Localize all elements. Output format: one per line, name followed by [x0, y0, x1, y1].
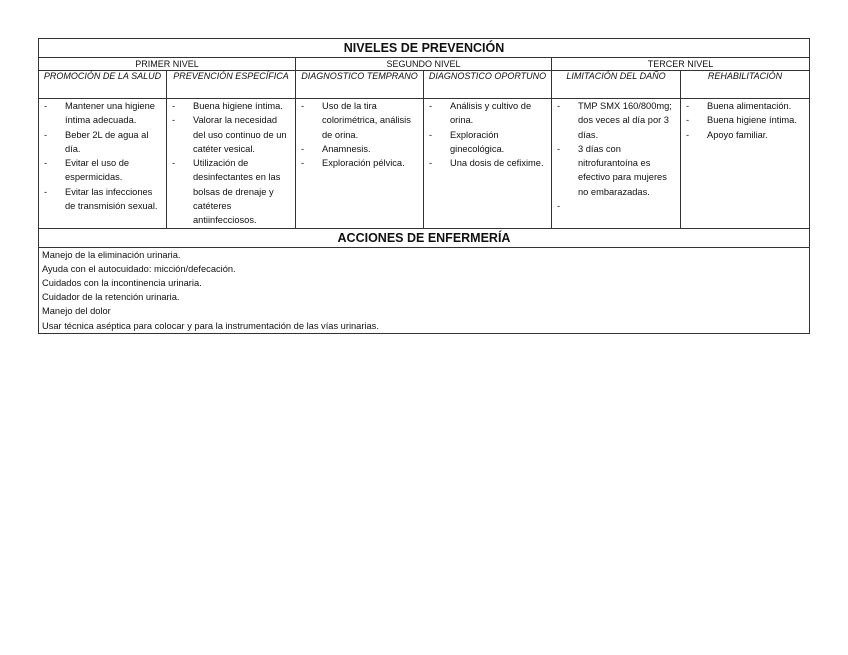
column-header-diagnostico-temprano: DIAGNOSTICO TEMPRANO	[296, 71, 424, 99]
list-item: - Beber 2L de agua al día.	[42, 128, 163, 157]
column-header-rehabilitacion: REHABILITACIÓN	[681, 71, 810, 99]
action-line: Usar técnica aséptica para colocar y para la instrumentación de las vías urinarias.	[42, 320, 379, 331]
list-item: - Uso de la tira colorimétrica, análisis de orina.	[299, 99, 420, 142]
list-item: - 3 días con nitrofurantoína es efectivo para mujeres no embarazadas.	[555, 142, 677, 199]
column-cell-limitacion	[552, 99, 681, 229]
column-cell-promocion	[39, 99, 167, 229]
level-header-tercer: TERCER NIVEL	[552, 58, 810, 71]
list-item: - Exploración ginecológica.	[427, 128, 548, 157]
list-item: - Buena higiene íntima.	[170, 99, 292, 113]
list-item: - Mantener una higiene íntima adecuada.	[42, 99, 163, 128]
trailing-dash: -	[557, 201, 561, 212]
column-header-limitacion: LIMITACIÓN DEL DAÑO	[552, 71, 681, 99]
list-item: - Valorar la necesidad del uso continuo de un catéter vesical.	[170, 113, 292, 156]
item-list	[555, 99, 677, 199]
list-item: - Análisis y cultivo de orina.	[427, 99, 548, 128]
level-header-primer: PRIMER NIVEL	[39, 58, 296, 71]
list-item: - TMP SMX 160/800mg; dos veces al día por 3 días.	[555, 99, 677, 142]
action-line: Cuidados con la incontinencia urinaria.	[42, 278, 202, 289]
action-line: Manejo de la eliminación urinaria.	[42, 249, 181, 260]
item-list	[299, 99, 420, 170]
list-item: - Una dosis de cefixime.	[427, 156, 548, 170]
action-line: Manejo del dolor	[42, 306, 111, 317]
prevention-levels-table	[38, 38, 810, 334]
column-header-prevencion: PREVENCIÓN ESPECÍFICA	[167, 71, 296, 99]
list-item: - Utilización de desinfectantes en las bolsas de drenaje y catéteres antiinfecciosos.	[170, 156, 292, 227]
table-title: NIVELES DE PREVENCIÓN	[39, 39, 810, 58]
list-item: - Apoyo familiar.	[684, 128, 806, 142]
list-item: - Evitar las infecciones de transmisión sexual.	[42, 185, 163, 214]
actions-title: ACCIONES DE ENFERMERÍA	[39, 228, 810, 247]
item-list	[170, 99, 292, 228]
column-header-diagnostico-oportuno: DIAGNOSTICO OPORTUNO	[424, 71, 552, 99]
list-item: - Buena alimentación.	[684, 99, 806, 113]
level-header-segundo: SEGUNDO NIVEL	[296, 58, 552, 71]
action-line: Ayuda con el autocuidado: micción/defecación.	[42, 263, 236, 274]
column-cell-prevencion	[167, 99, 296, 229]
item-list	[42, 99, 163, 213]
item-list	[427, 99, 548, 170]
list-item: - Buena higiene íntima.	[684, 113, 806, 127]
list-item: - Evitar el uso de espermicidas.	[42, 156, 163, 185]
column-cell-diagnostico-temprano	[296, 99, 424, 229]
item-list	[684, 99, 806, 142]
list-item: - Exploración pélvica.	[299, 156, 420, 170]
column-header-promocion: PROMOCIÓN DE LA SALUD	[39, 71, 167, 99]
list-item: - Anamnesis.	[299, 142, 420, 156]
action-line: Cuidador de la retención urinaria.	[42, 292, 180, 303]
column-cell-rehabilitacion	[681, 99, 810, 229]
column-cell-diagnostico-oportuno	[424, 99, 552, 229]
actions-cell	[39, 247, 810, 333]
